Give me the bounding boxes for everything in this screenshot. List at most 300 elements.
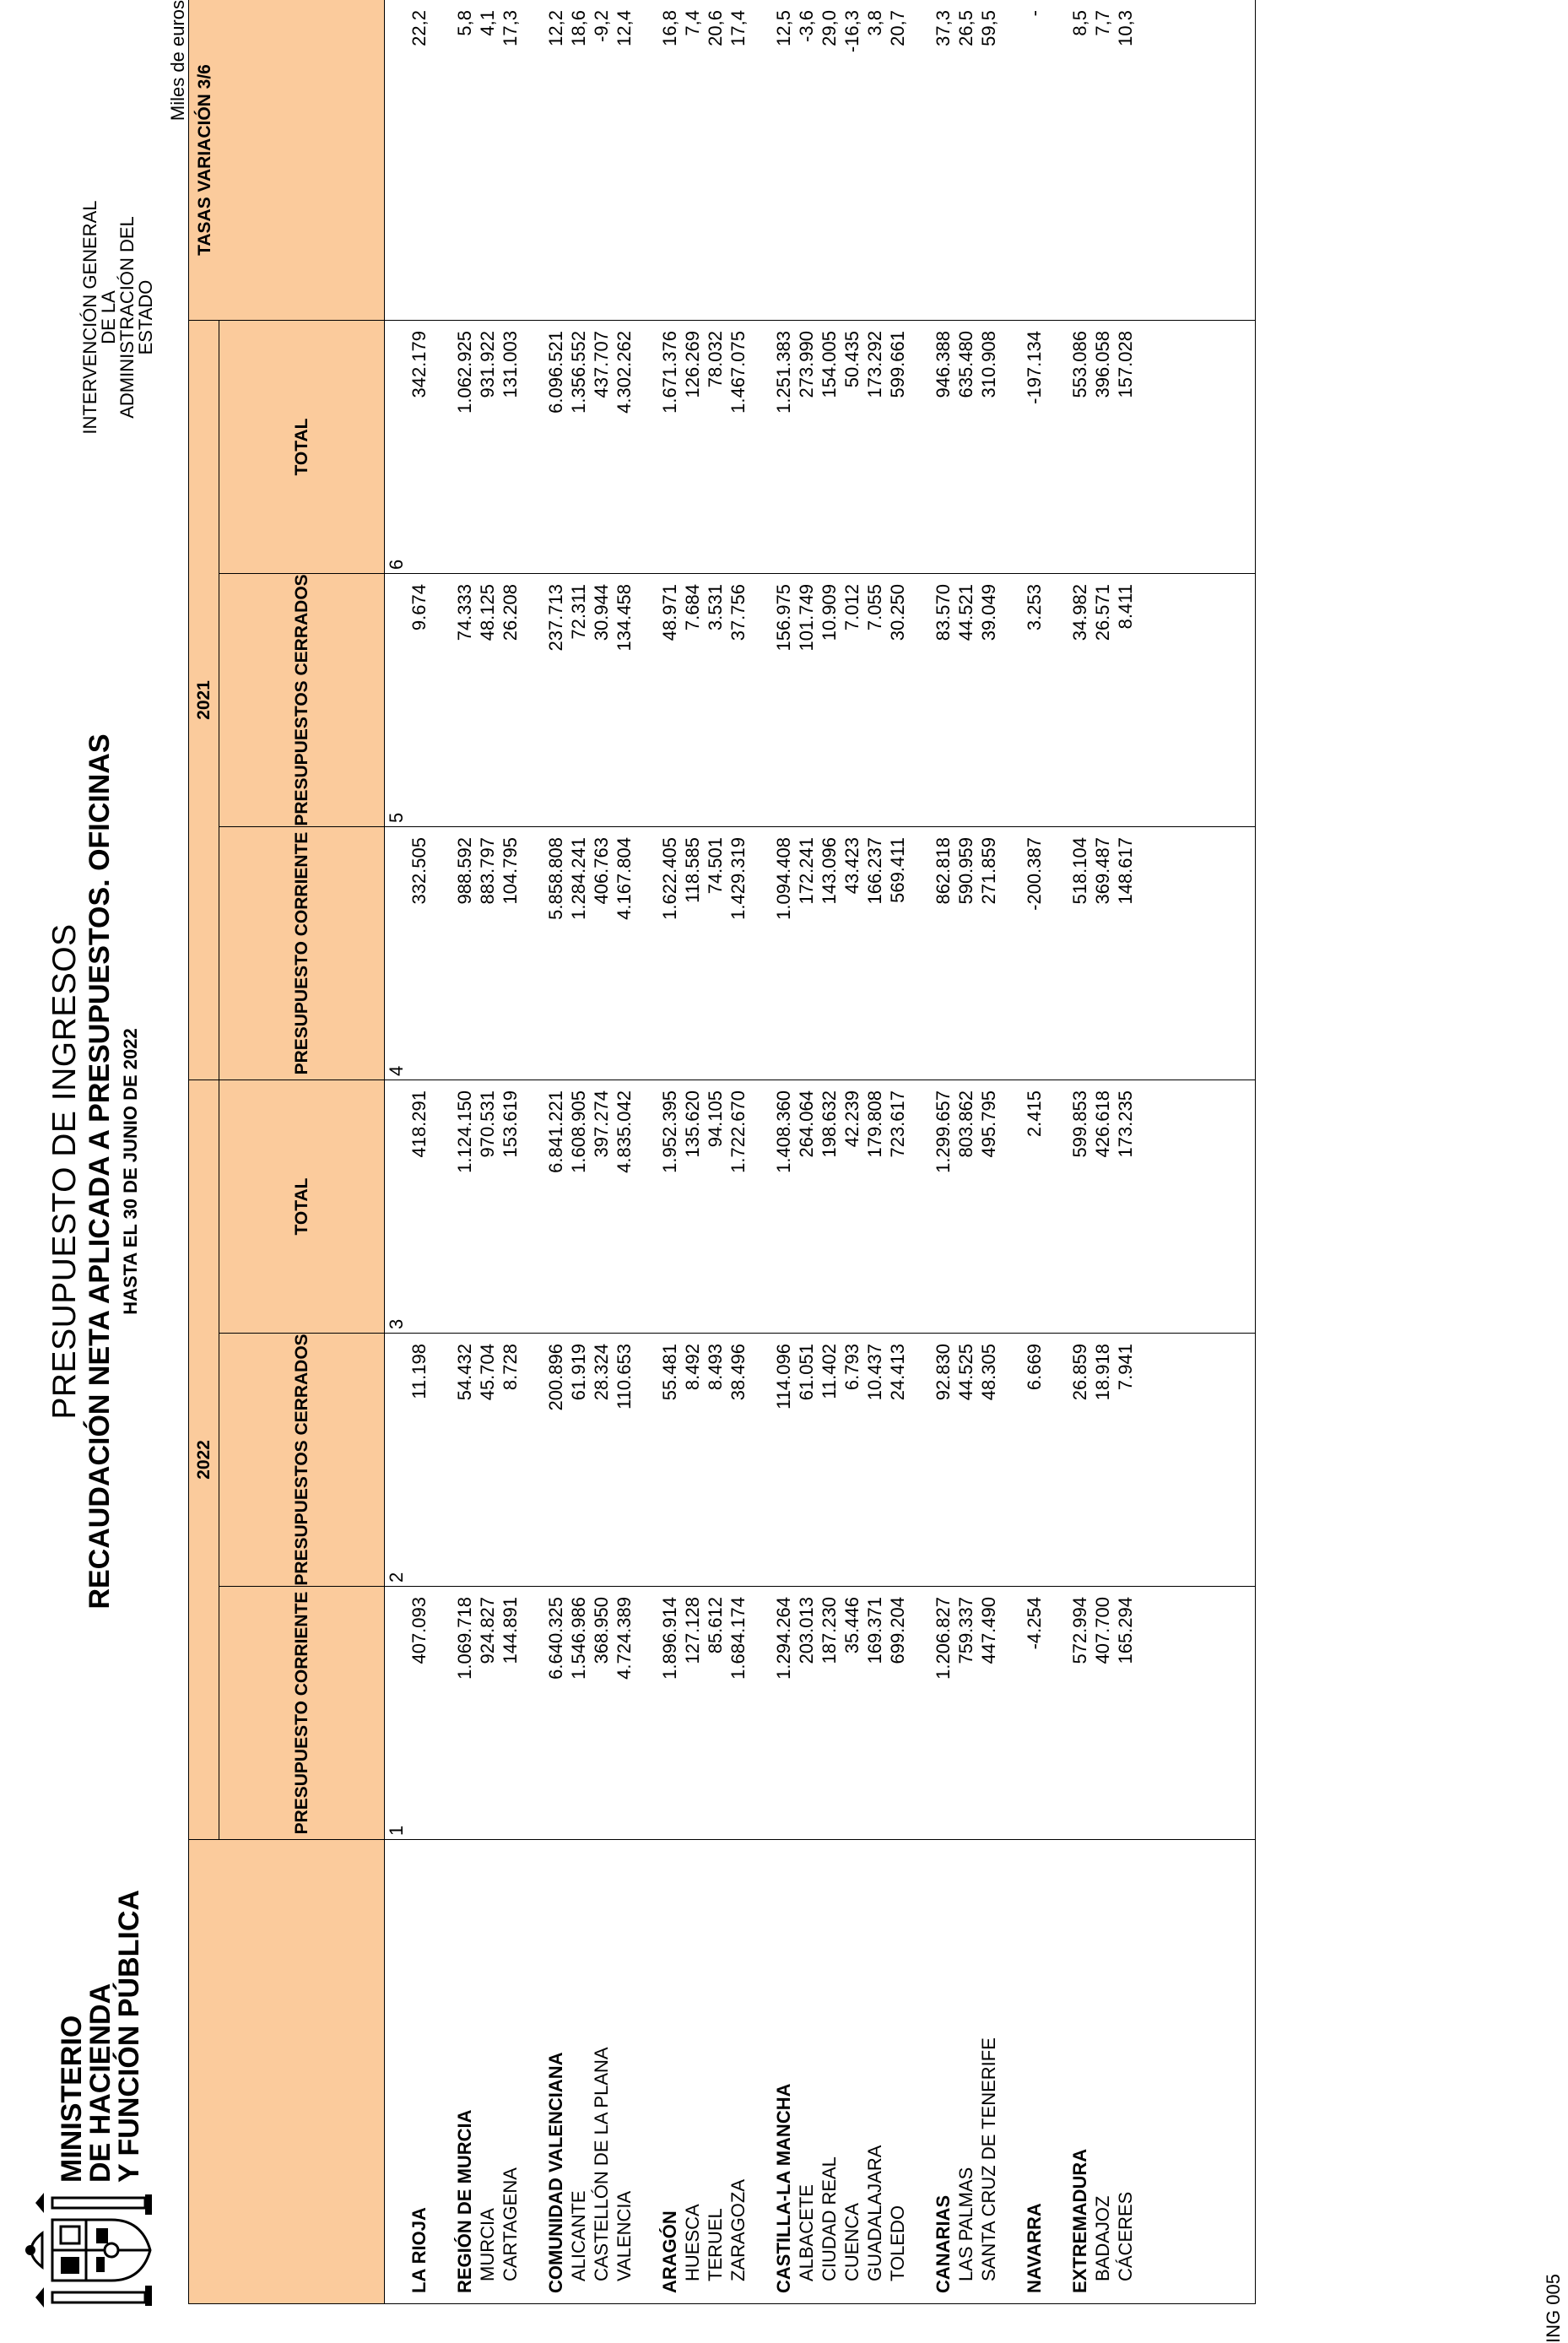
spacer-cell [522, 1587, 544, 1840]
office-value: 20,7 [886, 0, 909, 321]
office-name: CASTELLÓN DE LA PLANA [591, 2047, 612, 2281]
region-value: 1.062.925 [453, 321, 476, 574]
spacer-cell [522, 827, 544, 1080]
spacer-cell [635, 1840, 658, 2304]
office-value: 166.237 [863, 827, 886, 1080]
office-value: 18,6 [567, 0, 590, 321]
office-value: 569.411 [886, 827, 909, 1080]
region-name: LA RIOJA [408, 2207, 430, 2293]
spacer-cell [430, 321, 453, 574]
agency-line: INTERVENCIÓN GENERAL DE LA [79, 200, 119, 435]
office-value: 18.918 [1091, 1334, 1114, 1587]
region-name: REGIÓN DE MURCIA [454, 2109, 475, 2293]
spacer-cell [635, 0, 658, 321]
filler-cell [1137, 574, 1255, 827]
region-value: 9.674 [408, 574, 430, 827]
column-number-cell [385, 321, 408, 574]
spacer-cell [1000, 1334, 1023, 1587]
region-value: -4.254 [1023, 1587, 1046, 1840]
spacer-cell [749, 0, 772, 321]
spacer-cell [635, 1334, 658, 1587]
column-number-blank [385, 0, 408, 321]
header-year-previous: 2021 [189, 321, 219, 1080]
ministry-line: MINISTERIO [56, 2015, 88, 2183]
filler-cell [1137, 827, 1255, 1080]
office-value: 135.620 [681, 1080, 704, 1334]
spacer-cell [522, 1334, 544, 1587]
column-number-row [385, 0, 408, 2304]
office-value: 11.402 [818, 1334, 841, 1587]
region-value: 1.069.718 [453, 1587, 476, 1840]
office-value: 72.311 [567, 574, 590, 827]
spacer-cell [1000, 321, 1023, 574]
spacer-cell [1000, 1080, 1023, 1334]
region-name: ARAGÓN [659, 2210, 680, 2293]
office-value: 173.235 [1114, 1080, 1137, 1334]
office-value: 78.032 [704, 321, 727, 574]
region-value: 1.671.376 [658, 321, 681, 574]
office-value: 1.722.670 [727, 1080, 749, 1334]
column-number: 1 [386, 1825, 407, 1836]
region-row [1068, 0, 1091, 2304]
filler-row [1137, 0, 1255, 2304]
column-number: 2 [386, 1572, 407, 1583]
spacer-cell [522, 1840, 544, 2304]
units-label: Miles de euros [167, 0, 188, 122]
spacer-cell [909, 827, 932, 1080]
office-value: 699.204 [886, 1587, 909, 1840]
office-value: 6.793 [841, 1334, 863, 1587]
office-row [1114, 0, 1137, 2304]
spacer-cell [909, 574, 932, 827]
office-value: 127.128 [681, 1587, 704, 1840]
office-value: 85.612 [704, 1587, 727, 1840]
office-value: 20,6 [704, 0, 727, 321]
office-name: TOLEDO [887, 2205, 908, 2281]
spacer-cell [522, 0, 544, 321]
spacer-cell [909, 1587, 932, 1840]
office-value: 4.724.389 [613, 1587, 635, 1840]
office-value: 7.012 [841, 574, 863, 827]
region-row [772, 0, 795, 2304]
office-name: CARTAGENA [500, 2167, 521, 2281]
region-value: 1.251.383 [772, 321, 795, 574]
office-row [863, 0, 886, 2304]
spacer-cell [635, 1080, 658, 1334]
spacer-cell [1000, 1587, 1023, 1840]
spacer-cell [909, 0, 932, 321]
region-value: -197.134 [1023, 321, 1046, 574]
column-number-cell [385, 574, 408, 827]
report-period: HASTA EL 30 DE JUNIO DE 2022 [120, 1028, 141, 1315]
office-value: -9,2 [590, 0, 613, 321]
office-value: 7.055 [863, 574, 886, 827]
office-value: 310.908 [977, 321, 1000, 574]
region-value: 6.841.221 [544, 1080, 567, 1334]
office-value: 924.827 [476, 1587, 499, 1840]
region-row [1023, 0, 1046, 2304]
region-value: 599.853 [1068, 1080, 1091, 1334]
office-value: 437.707 [590, 321, 613, 574]
office-value: 17,4 [727, 0, 749, 321]
header-corriente-2021: PRESUPUESTO CORRIENTE [219, 827, 385, 1080]
office-row [704, 0, 727, 2304]
office-name: HUESCA [682, 2204, 703, 2281]
region-name: NAVARRA [1024, 2203, 1045, 2293]
office-value: 8.492 [681, 1334, 704, 1587]
spacer-cell [1046, 1080, 1068, 1334]
office-value: 4.302.262 [613, 321, 635, 574]
region-value: 12,5 [772, 0, 795, 321]
region-row [658, 0, 681, 2304]
region-value: 55.481 [658, 1334, 681, 1587]
header-year-current: 2022 [189, 1080, 219, 1840]
office-row [681, 0, 704, 2304]
office-value: 74.501 [704, 827, 727, 1080]
region-value: 12,2 [544, 0, 567, 321]
region-row [408, 0, 430, 2304]
office-value: 198.632 [818, 1080, 841, 1334]
office-value: 126.269 [681, 321, 704, 574]
office-value: 7.941 [1114, 1334, 1137, 1587]
region-row [453, 0, 476, 2304]
office-value: 131.003 [499, 321, 522, 574]
office-row [499, 0, 522, 2304]
filler-cell [1137, 1334, 1255, 1587]
office-value: 134.458 [613, 574, 635, 827]
office-value: 1.284.241 [567, 827, 590, 1080]
office-name: LAS PALMAS [955, 2167, 976, 2281]
office-value: 50.435 [841, 321, 863, 574]
column-number-blank [385, 1840, 408, 2304]
spacer-cell [749, 1334, 772, 1587]
header-corriente-2022: PRESUPUESTO CORRIENTE [219, 1587, 385, 1840]
region-value: 1.294.264 [772, 1587, 795, 1840]
column-number-cell [385, 827, 408, 1080]
office-value: 44.525 [954, 1334, 977, 1587]
office-value: 931.922 [476, 321, 499, 574]
region-value: 572.994 [1068, 1587, 1091, 1840]
office-value: -16,3 [841, 0, 863, 321]
office-value: 1.608.905 [567, 1080, 590, 1334]
office-value: 271.859 [977, 827, 1000, 1080]
spacer-cell [1000, 1840, 1023, 2304]
region-value: 8,5 [1068, 0, 1091, 321]
office-value: 1.356.552 [567, 321, 590, 574]
office-row [613, 0, 635, 2304]
filler-cell [1137, 1840, 1255, 2304]
office-value: 10.909 [818, 574, 841, 827]
spacer-cell [909, 321, 932, 574]
filler-cell [1137, 1080, 1255, 1334]
office-value: 4.167.804 [613, 827, 635, 1080]
spacer-cell [1046, 827, 1068, 1080]
region-value: 1.299.657 [932, 1080, 954, 1334]
region-value: 11.198 [408, 1334, 430, 1587]
spacer-cell [1046, 1840, 1068, 2304]
office-value: 28.324 [590, 1334, 613, 1587]
header-office-cell [189, 1840, 385, 2304]
table-header [189, 0, 385, 2304]
office-value: 723.617 [886, 1080, 909, 1334]
region-value: 92.830 [932, 1334, 954, 1587]
region-value: 22,2 [408, 0, 430, 321]
office-value: 17,3 [499, 0, 522, 321]
table-body [385, 0, 1256, 2304]
office-row [727, 0, 749, 2304]
office-value: 3,8 [863, 0, 886, 321]
region-value: 332.505 [408, 827, 430, 1080]
spacer-cell [430, 1334, 453, 1587]
office-value: 94.105 [704, 1080, 727, 1334]
spacer-cell [635, 1587, 658, 1840]
office-value: 1.546.986 [567, 1587, 590, 1840]
spacer-row [635, 0, 658, 2304]
region-value: 6.096.521 [544, 321, 567, 574]
office-value: 29,0 [818, 0, 841, 321]
office-value: 495.795 [977, 1080, 1000, 1334]
office-value: 39.049 [977, 574, 1000, 827]
spacer-row [1046, 0, 1068, 2304]
region-value: 6.640.325 [544, 1587, 567, 1840]
office-value: 4.835.042 [613, 1080, 635, 1334]
report-title: PRESUPUESTO DE INGRESOS [46, 923, 83, 1420]
office-value: 406.763 [590, 827, 613, 1080]
office-value: 803.862 [954, 1080, 977, 1334]
region-value: 26.859 [1068, 1334, 1091, 1587]
revenue-table [188, 0, 1256, 2304]
office-name: BADAJOZ [1092, 2195, 1113, 2281]
spacer-cell [522, 574, 544, 827]
office-value: 59,5 [977, 0, 1000, 321]
spacer-cell [522, 321, 544, 574]
region-row [932, 0, 954, 2304]
office-value: 10,3 [1114, 0, 1137, 321]
region-name: CANARIAS [933, 2194, 954, 2293]
office-value: 369.487 [1091, 827, 1114, 1080]
region-value: 83.570 [932, 574, 954, 827]
office-value: 1.429.319 [727, 827, 749, 1080]
office-value: 44.521 [954, 574, 977, 827]
office-value: 157.028 [1114, 321, 1137, 574]
office-value: 7,7 [1091, 0, 1114, 321]
office-row [795, 0, 818, 2304]
spacer-row [1000, 0, 1023, 2304]
office-value: 8.728 [499, 1334, 522, 1587]
office-value: 37.756 [727, 574, 749, 827]
region-value: 237.713 [544, 574, 567, 827]
region-value: 1.896.914 [658, 1587, 681, 1840]
office-value: 38.496 [727, 1334, 749, 1587]
office-name: CÁCERES [1115, 2191, 1136, 2281]
office-value: 447.490 [977, 1587, 1000, 1840]
region-value: 5.858.808 [544, 827, 567, 1080]
office-value: 8.493 [704, 1334, 727, 1587]
office-name: ALBACETE [796, 2184, 817, 2281]
office-name: CIUDAD REAL [819, 2156, 840, 2281]
region-value: 34.982 [1068, 574, 1091, 827]
office-row [977, 0, 1000, 2304]
office-row [841, 0, 863, 2304]
spacer-cell [749, 574, 772, 827]
filler-cell [1137, 0, 1255, 321]
office-value: 368.950 [590, 1587, 613, 1840]
office-row [476, 0, 499, 2304]
ministry-line: Y FUNCIÓN PÚBLICA [113, 1890, 145, 2183]
spacer-cell [522, 1080, 544, 1334]
spacer-cell [635, 321, 658, 574]
office-value: 1.684.174 [727, 1587, 749, 1840]
office-value: 169.371 [863, 1587, 886, 1840]
office-value: 43.423 [841, 827, 863, 1080]
office-value: 30.944 [590, 574, 613, 827]
region-value: 48.971 [658, 574, 681, 827]
spacer-cell [1046, 1334, 1068, 1587]
ministry-line: DE HACIENDA [84, 1983, 116, 2183]
header-cerrados-2021: PRESUPUESTOS CERRADOS [219, 574, 385, 827]
spacer-row [749, 0, 772, 2304]
spacer-row [909, 0, 932, 2304]
spacer-cell [909, 1840, 932, 2304]
office-value: 4,1 [476, 0, 499, 321]
office-row [886, 0, 909, 2304]
office-value: 35.446 [841, 1587, 863, 1840]
spacer-cell [1000, 0, 1023, 321]
office-value: 635.480 [954, 321, 977, 574]
office-value: 203.013 [795, 1587, 818, 1840]
spacer-cell [749, 1080, 772, 1334]
office-value: 396.058 [1091, 321, 1114, 574]
office-value: 26,5 [954, 0, 977, 321]
office-value: 1.467.075 [727, 321, 749, 574]
office-value: 590.959 [954, 827, 977, 1080]
spacer-cell [1046, 321, 1068, 574]
region-value: 862.818 [932, 827, 954, 1080]
office-value: 148.617 [1114, 827, 1137, 1080]
filler-cell [1137, 321, 1255, 574]
office-name: MURCIA [477, 2208, 498, 2281]
office-value: 397.274 [590, 1080, 613, 1334]
spacer-cell [635, 574, 658, 827]
office-value: 42.239 [841, 1080, 863, 1334]
region-value: 946.388 [932, 321, 954, 574]
office-value: 110.653 [613, 1334, 635, 1587]
document-code: ING 005 [1543, 2274, 1564, 2343]
office-value: 883.797 [476, 827, 499, 1080]
office-row [954, 0, 977, 2304]
office-name: SANTA CRUZ DE TENERIFE [978, 2037, 999, 2281]
region-value: 1.952.395 [658, 1080, 681, 1334]
office-value: 153.619 [499, 1080, 522, 1334]
office-value: 179.808 [863, 1080, 886, 1334]
office-name: ALICANTE [568, 2190, 589, 2281]
office-value: 26.208 [499, 574, 522, 827]
region-value: 342.179 [408, 321, 430, 574]
region-name: COMUNIDAD VALENCIANA [545, 2052, 566, 2293]
office-value: 24.413 [886, 1334, 909, 1587]
region-value: 156.975 [772, 574, 795, 827]
spacer-cell [749, 827, 772, 1080]
office-value: 101.749 [795, 574, 818, 827]
office-value: 104.795 [499, 827, 522, 1080]
region-value: 37,3 [932, 0, 954, 321]
office-value: 61.919 [567, 1334, 590, 1587]
region-value: 1.622.405 [658, 827, 681, 1080]
office-value: 8.411 [1114, 574, 1137, 827]
region-value: 1.094.408 [772, 827, 795, 1080]
header-total-2022: TOTAL [219, 1080, 385, 1334]
spacer-cell [430, 1587, 453, 1840]
filler-cell [1137, 1587, 1255, 1840]
region-value: 1.206.827 [932, 1587, 954, 1840]
region-value: 74.333 [453, 574, 476, 827]
office-name: TERUEL [705, 2208, 726, 2281]
region-value: 418.291 [408, 1080, 430, 1334]
office-value: 30.250 [886, 574, 909, 827]
office-value: 144.891 [499, 1587, 522, 1840]
column-number: 4 [386, 1065, 407, 1076]
region-value: 6.669 [1023, 1334, 1046, 1587]
region-value: 553.086 [1068, 321, 1091, 574]
office-value: 10.437 [863, 1334, 886, 1587]
office-row [567, 0, 590, 2304]
office-name: CUENCA [841, 2203, 862, 2281]
office-value: 61.051 [795, 1334, 818, 1587]
office-value: 187.230 [818, 1587, 841, 1840]
office-value: 48.125 [476, 574, 499, 827]
office-value: 118.585 [681, 827, 704, 1080]
office-value: 3.531 [704, 574, 727, 827]
spacer-cell [749, 1587, 772, 1840]
header-cerrados-2022: PRESUPUESTOS CERRADOS [219, 1334, 385, 1587]
office-value: 143.096 [818, 827, 841, 1080]
office-value: 426.618 [1091, 1080, 1114, 1334]
office-value: 172.241 [795, 827, 818, 1080]
region-value: 16,8 [658, 0, 681, 321]
region-name: CASTILLA-LA MANCHA [773, 2083, 794, 2293]
office-value: 165.294 [1114, 1587, 1137, 1840]
office-value: 173.292 [863, 321, 886, 574]
region-value: 1.124.150 [453, 1080, 476, 1334]
column-number: 5 [386, 812, 407, 823]
region-name: EXTREMADURA [1069, 2148, 1090, 2293]
office-row [818, 0, 841, 2304]
region-value: 114.096 [772, 1334, 795, 1587]
region-value: 2.415 [1023, 1080, 1046, 1334]
column-number-cell [385, 1080, 408, 1334]
office-value: 7,4 [681, 0, 704, 321]
spacer-cell [430, 574, 453, 827]
office-value: 7.684 [681, 574, 704, 827]
region-value: 200.896 [544, 1334, 567, 1587]
spacer-cell [1000, 574, 1023, 827]
region-value: 988.592 [453, 827, 476, 1080]
column-number-cell [385, 1334, 408, 1587]
report-subtitle: RECAUDACIÓN NETA APLICADA A PRESUPUESTOS. OFICINAS [84, 733, 116, 1610]
spacer-row [522, 0, 544, 2304]
office-name: ZARAGOZA [727, 2178, 749, 2281]
region-value: -200.387 [1023, 827, 1046, 1080]
spacer-cell [1000, 827, 1023, 1080]
spacer-cell [749, 1840, 772, 2304]
column-number-cell [385, 1587, 408, 1840]
office-value: 759.337 [954, 1587, 977, 1840]
spacer-row [430, 0, 453, 2304]
office-value: 26.571 [1091, 574, 1114, 827]
office-name: VALENCIA [614, 2190, 635, 2281]
spacer-cell [909, 1080, 932, 1334]
office-value: 48.305 [977, 1334, 1000, 1587]
